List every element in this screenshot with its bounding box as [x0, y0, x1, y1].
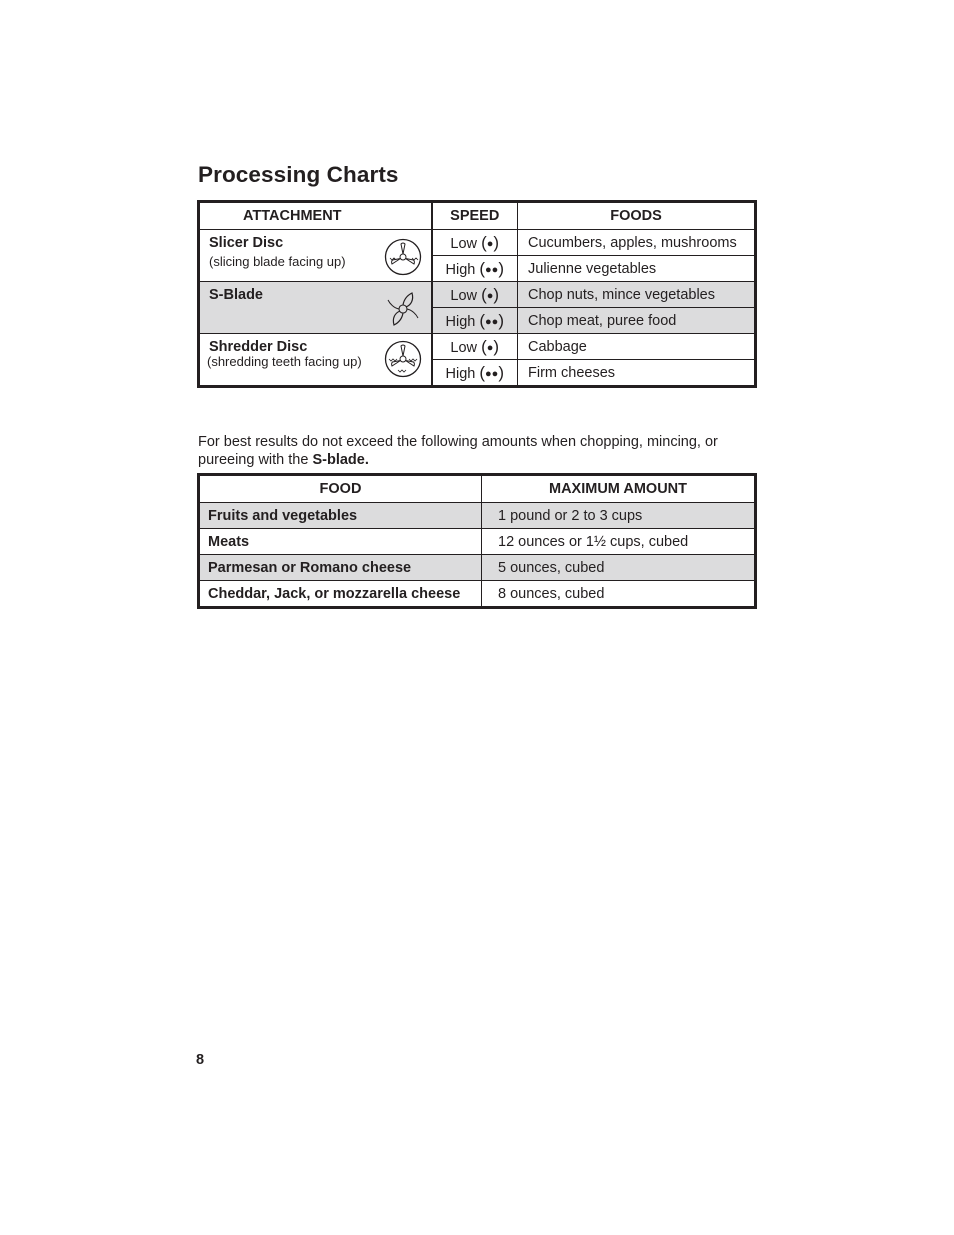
food-cell: Fruits and vegetables: [199, 503, 482, 529]
food-cell: Cabbage: [518, 334, 756, 360]
s-blade-icon: [384, 290, 422, 328]
attachment-name: Shredder Disc: [209, 339, 308, 355]
header-speed: SPEED: [432, 202, 518, 230]
amount-cell: 12 ounces or 1½ cups, cubed: [482, 529, 756, 555]
intro-text: For best results do not exceed the following amounts when chopping, mincing, or pureeing with the: [198, 434, 718, 468]
food-cell: Julienne vegetables: [518, 256, 756, 282]
attachment-note: (shredding teeth facing up): [207, 354, 362, 369]
speed-cell: [432, 334, 518, 360]
speed-label: High: [445, 313, 476, 330]
food-cell: Firm cheeses: [518, 360, 756, 387]
amount-cell: 8 ounces, cubed: [482, 581, 756, 608]
intro-bold: S-blade.: [312, 452, 369, 468]
table-row: [199, 503, 756, 529]
food-cell: Chop nuts, mince vegetables: [518, 282, 756, 308]
speed-label: High: [445, 261, 476, 278]
table-header-row: [199, 475, 756, 503]
paren-close: ): [493, 284, 500, 304]
speed-cell: [432, 282, 518, 308]
speed-dots: ●: [486, 341, 494, 354]
food-cell: Chop meat, puree food: [518, 308, 756, 334]
paren-open: (: [479, 310, 486, 330]
speed-dots: ●●: [485, 315, 499, 328]
speed-dots: ●●: [485, 367, 499, 380]
table-row: [199, 230, 756, 256]
header-foods: FOODS: [518, 202, 756, 230]
paren-close: ): [498, 362, 504, 382]
processing-chart-table: [197, 200, 757, 388]
paren-open: (: [479, 258, 486, 278]
speed-cell: [432, 360, 518, 387]
amount-cell: 1 pound or 2 to 3 cups: [482, 503, 756, 529]
attachment-name: S-Blade: [209, 287, 263, 303]
paren-close: ): [493, 232, 500, 252]
paren-open: (: [479, 362, 486, 382]
speed-cell: [432, 308, 518, 334]
page-title: Processing Charts: [198, 162, 399, 187]
attachment-s-blade: [199, 282, 432, 334]
header-maximum-amount: MAXIMUM AMOUNT: [482, 475, 756, 503]
speed-label: High: [445, 365, 476, 382]
table-header-row: [199, 202, 756, 230]
speed-label: Low: [450, 339, 478, 356]
slicer-disc-icon: [384, 238, 422, 276]
maximum-amount-table: [197, 473, 757, 609]
food-cell: Cheddar, Jack, or mozzarella cheese: [199, 581, 482, 608]
intro-paragraph: [198, 433, 768, 469]
attachment-slicer-disc: [199, 230, 432, 282]
table-row: [199, 581, 756, 608]
food-cell: Parmesan or Romano cheese: [199, 555, 482, 581]
header-attachment: ATTACHMENT: [199, 202, 432, 230]
speed-label: Low: [450, 287, 478, 304]
speed-cell: [432, 256, 518, 282]
food-cell: Cucumbers, apples, mushrooms: [518, 230, 756, 256]
attachment-shredder-disc: [199, 334, 432, 387]
paren-close: ): [498, 258, 504, 278]
speed-dots: ●: [486, 237, 494, 250]
speed-cell: [432, 230, 518, 256]
table-row: [199, 282, 756, 308]
table-row: [199, 334, 756, 360]
table-row: [199, 555, 756, 581]
attachment-name: Slicer Disc: [209, 235, 284, 251]
speed-dots: ●: [486, 289, 494, 302]
header-food: FOOD: [199, 475, 482, 503]
table-row: [199, 529, 756, 555]
paren-open: (: [481, 284, 487, 304]
paren-open: (: [481, 336, 487, 356]
paren-open: (: [481, 232, 487, 252]
attachment-note: (slicing blade facing up): [209, 254, 346, 269]
amount-cell: 5 ounces, cubed: [482, 555, 756, 581]
page-number: 8: [196, 1052, 205, 1068]
speed-label: Low: [450, 235, 478, 252]
paren-close: ): [493, 336, 500, 356]
paren-close: ): [498, 310, 504, 330]
food-cell: Meats: [199, 529, 482, 555]
speed-dots: ●●: [485, 263, 499, 276]
shredder-disc-icon: [384, 340, 422, 378]
